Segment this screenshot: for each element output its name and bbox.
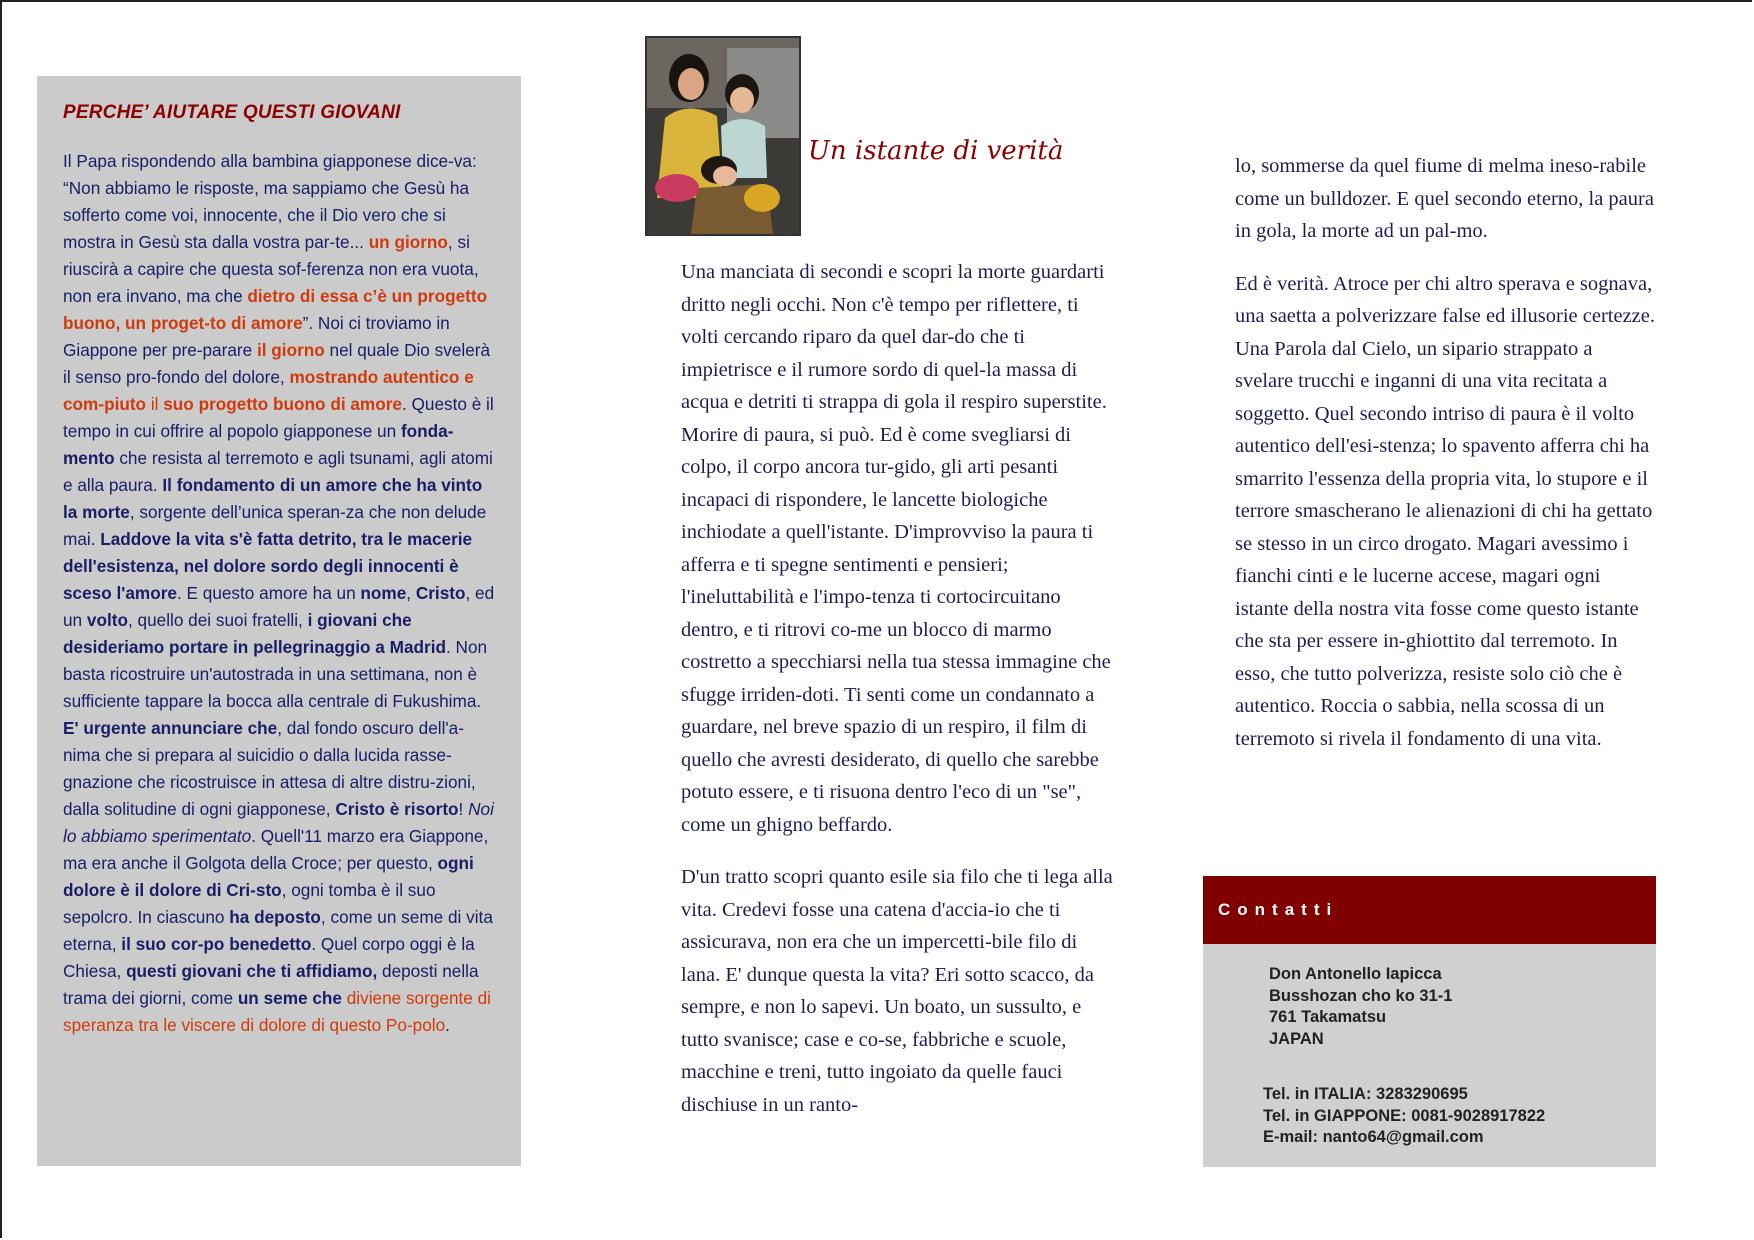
left-body-segment: Cristo è risorto (335, 799, 459, 819)
article-column-middle (681, 256, 1121, 1121)
left-body-segment: mostrando autentico e com-piuto (63, 367, 474, 414)
left-body-segment: dietro di essa c’è un progetto buono, un proget-to di amore (63, 286, 488, 333)
left-info-panel (37, 76, 521, 1166)
left-body-segment: . Quell'11 marzo era Giappone, ma era anche il Golgota della Croce; per questo, (63, 826, 489, 873)
left-body-segment: Laddove la vita s'è fatta detrito, tra le macerie dell'esistenza, nel dolore sordo degli innocenti è sceso l'amore (63, 529, 473, 603)
left-body-segment: , dal fondo oscuro dell'a-nima che si prepara al suicidio o dalla lucida rasse-gnazione che ricostruisce in attesa di altre distru-zioni, dalla solitudine di ogni giapponese, (63, 718, 476, 819)
email-link[interactable]: E-mail: nanto64@gmail.com (1263, 1128, 1484, 1146)
left-body-segment: . Quel corpo oggi è la Chiesa, (63, 934, 475, 981)
left-body-segment: questi giovani che ti affidiamo, (126, 961, 378, 981)
left-body-segment: il (146, 394, 164, 414)
left-body-segment: , come un seme di vita eterna, (63, 907, 493, 954)
left-body-segment: , quello dei suoi fratelli, (127, 610, 308, 630)
left-body-segment: Il fondamento di un amore che ha vinto la morte (63, 475, 483, 522)
left-body-segment: . Questo è il tempo in cui offrire al popolo giapponese un (63, 394, 494, 441)
address-line: JAPAN (1269, 1029, 1324, 1048)
left-body-segment: i giovani che desideriamo portare in pellegrinaggio a Madrid (63, 610, 446, 657)
left-body-segment: ha deposto (229, 907, 321, 927)
left-body-segment: ! (458, 799, 469, 819)
left-body-segment: suo progetto buono di amore (163, 394, 402, 414)
left-body-segment: . Non basta ricostruire un'autostrada in una settimana, non è sufficiente tappare la bocca alla centrale di Fukushima. (63, 637, 488, 711)
left-body-segment: un seme che (237, 988, 342, 1008)
left-body-segment: ”. Noi ci troviamo in Giappone per pre-parare (63, 313, 450, 360)
left-body-segment: volto (86, 610, 128, 630)
article-paragraph: Ed è verità. Atroce per chi altro sperava e sognava, una saetta a polverizzare false ed illusorie certezze. Una Parola dal Cielo, un sipario strappato a svelare trucchi e inganni di una vita recitata a soggetto. Quel secondo intriso di paura è il volto autentico dell'esi-stenza; lo spavento afferra chi ha smarrito l'essenza della propria vita, lo stupore e il terrore smascherano le alienazioni di chi ha gettato se stesso in un circo drogato. Magari avessimo i fianchi cinti e le lucerne accese, magari ogni istante della nostra vita fosse come questo istante che sta per essere in-ghiottito dal terremoto. In esso, che tutto polverizza, resiste solo ciò che è autentico. Roccia o sabbia, nella scossa di un terremoto si rivela il fondamento di una vita. (1235, 272, 1655, 750)
left-body-segment: il suo cor-po benedetto (121, 934, 312, 954)
phone-japan: Tel. in GIAPPONE: 0081-9028917822 (1263, 1106, 1546, 1125)
left-body-segment: nel quale Dio svelerà il senso pro-fondo del dolore, (63, 340, 491, 387)
postal-address (1269, 964, 1452, 1050)
left-body-segment: Il Papa rispondendo alla bambina giapponese dice-va: “Non abbiamo le risposte, ma sappiamo che Gesù ha sofferto come voi, innocente, che il Dio vero che si mostra in Gesù sta dalla vostra par-te... (63, 151, 477, 252)
article-column-right (1235, 150, 1655, 755)
left-body-segment: , ogni tomba è il suo sepolcro. In ciascuno (63, 880, 436, 927)
left-body-segment: Noi lo abbiamo sperimentato (63, 799, 494, 846)
left-panel-body (63, 148, 495, 1039)
left-body-segment: Cristo (415, 583, 466, 603)
address-line: 761 Takamatsu (1269, 1008, 1387, 1026)
contacts-header (1203, 876, 1656, 944)
left-panel-title: PERCHE’ AIUTARE QUESTI GIOVANI (63, 102, 401, 123)
left-body-segment: . E questo amore ha un (176, 583, 361, 603)
left-body-segment: nome (360, 583, 407, 603)
left-body-segment: un giorno (368, 232, 448, 252)
article-title: Un istante di verità (808, 136, 1064, 166)
left-body-segment: diviene sorgente di speranza tra le viscere di dolore di questo Po-polo (63, 988, 491, 1035)
contact-details (1263, 1084, 1545, 1149)
left-body-segment: il giorno (256, 340, 325, 360)
left-body-segment: , (406, 583, 416, 603)
left-body-segment: , si riuscirà a capire che questa sof-ferenza non era vuota, non era invano, ma che (63, 232, 479, 306)
photo-illustration (647, 38, 799, 234)
address-line: Don Antonello Iapicca (1269, 965, 1442, 983)
left-body-segment: fonda-mento (63, 421, 454, 468)
article-paragraph: D'un tratto scopri quanto esile sia filo che ti lega alla vita. Credevi fosse una catena d'accia-io che ti assicurava, non era che un impercetti-bile filo di lana. E' dunque questa la vita? Eri sotto scacco, da sempre, e non lo sapevi. Un boato, un sussulto, e tutto svanisce; case e co-se, fabbriche e scuole, macchine e treni, tutto ingoiato da quelle fauci dischiuse in un ranto- (681, 866, 1113, 1116)
left-body-segment: E' urgente annunciare che (63, 718, 278, 738)
article-paragraph: lo, sommerse da quel fiume di melma ineso-rabile come un bulldozer. E quel secondo eterno, la paura in gola, la morte ad un pal-mo. (1235, 155, 1654, 242)
left-body-segment: che resista al terremoto e agli tsunami, agli atomi e alla paura. (63, 448, 493, 495)
left-body-segment: ogni dolore è il dolore di Cri-sto (63, 853, 474, 900)
address-line: Busshozan cho ko 31-1 (1269, 986, 1453, 1005)
article-photo (645, 36, 801, 236)
left-body-segment: , ed un (63, 583, 495, 630)
article-paragraph: Una manciata di secondi e scopri la morte guardarti dritto negli occhi. Non c'è tempo per riflettere, ti volti cercando riparo da quel dar-do che ti impietrisce e il rumore sordo di quel-la massa di acqua e detriti ti strappa di gola il respiro superstite. Morire di paura, si può. Ed è come svegliarsi di colpo, il corpo ancora tur-gido, gli arti pesanti incapaci di rispondere, le lancette biologiche inchiodate a quell'istante. D'improvviso la paura ti afferra e ti spegne sentimenti e pensieri; l'ineluttabilità e l'impo-tenza ti cortocircuitano dentro, e ti ritrovi co-me un blocco di marmo costretto a specchiarsi nella tua stessa immagine che sfugge irriden-doti. Ti senti come un condannato a guardare, nel breve spazio di un respiro, il film di quello che avresti desiderato, di quello che sarebbe potuto essere, e ti risuona dentro l'eco di un "se", come un ghigno beffardo. (681, 261, 1111, 836)
phone-italy: Tel. in ITALIA: 3283290695 (1263, 1085, 1468, 1103)
left-body-segment: . (445, 1015, 450, 1035)
contacts-header-label: Contatti (1218, 900, 1339, 919)
left-body-segment: , sorgente dell’unica speran-za che non delude mai. (63, 502, 487, 549)
left-body-segment: deposti nella trama dei giorni, come (63, 961, 479, 1008)
contacts-box (1203, 944, 1656, 1167)
